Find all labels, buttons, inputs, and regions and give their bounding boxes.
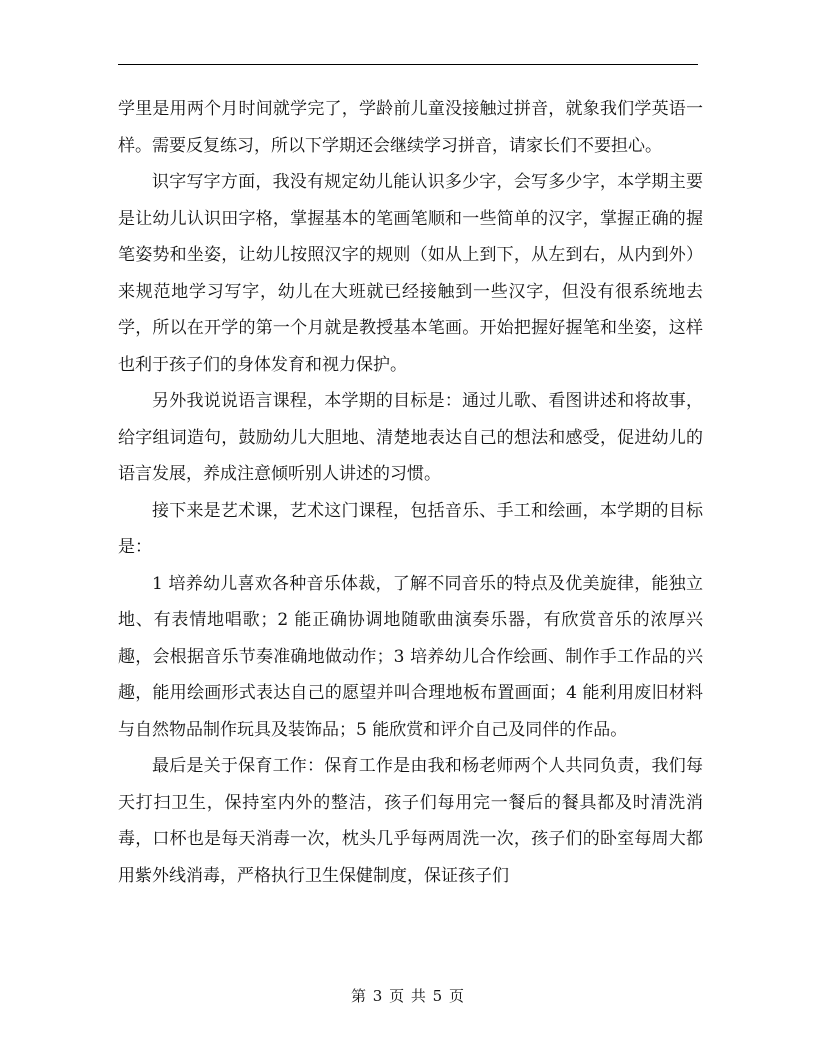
page-number-footer: 第 3 页 共 5 页 [351,987,465,1005]
paragraph-language-course: 另外我说说语言课程，本学期的目标是：通过儿歌、看图讲述和将故事，给字组词造句，鼓励幼儿大胆地、清楚地表达自己的想法和感受，促进幼儿的语言发展，养成注意倾听别人讲述的习惯。 [118,391,703,484]
paragraph-care-work: 最后是关于保育工作：保育工作是由我和杨老师两个人共同负责，我们每天打扫卫生，保持室内外的整洁，孩子们每用完一餐后的餐具都及时清洗消毒，口杯也是每天消毒一次，枕头几乎每两周洗一次，孩子们的卧室每周大都用紫外线消毒，严格执行卫生保健制度，保证孩子们 [118,756,703,886]
document-body [118,91,703,894]
paragraph-literacy-writing: 识字写字方面，我没有规定幼儿能认识多少字，会写多少字，本学期主要是让幼儿认识田字格，掌握基本的笔画笔顺和一些简单的汉字，掌握正确的握笔姿势和坐姿，让幼儿按照汉字的规则（如从上到下，从左到右，从内到外）来规范地学习写字，幼儿在大班就已经接触到一些汉字，但没有很系统地去学，所以在开学的第一个月就是教授基本笔画。开始把握好握笔和坐姿，这样也利于孩子们的身体发育和视力保护。 [118,172,703,375]
paragraph-art-course-intro: 接下来是艺术课，艺术这门课程，包括音乐、手工和绘画，本学期的目标是： [118,500,703,557]
paragraph-pinyin-continuation: 学里是用两个月时间就学完了，学龄前儿童没接触过拼音，就象我们学英语一样。需要反复练习，所以下学期还会继续学习拼音，请家长们不要担心。 [118,99,703,156]
paragraph-art-goals: 1 培养幼儿喜欢各种音乐体裁，了解不同音乐的特点及优美旋律，能独立地、有表情地唱歌；2 能正确协调地随歌曲演奏乐器，有欣赏音乐的浓厚兴趣，会根据音乐节奏准确地做动作；3 培养幼儿合作绘画、制作手工作品的兴趣，能用绘画形式表达自己的愿望并叫合理地板布置画面；4 能利用废旧材料与自然物品制作玩具及装饰品；5 能欣赏和评介自己及同伴的作品。 [118,573,703,740]
header-rule [118,64,698,65]
